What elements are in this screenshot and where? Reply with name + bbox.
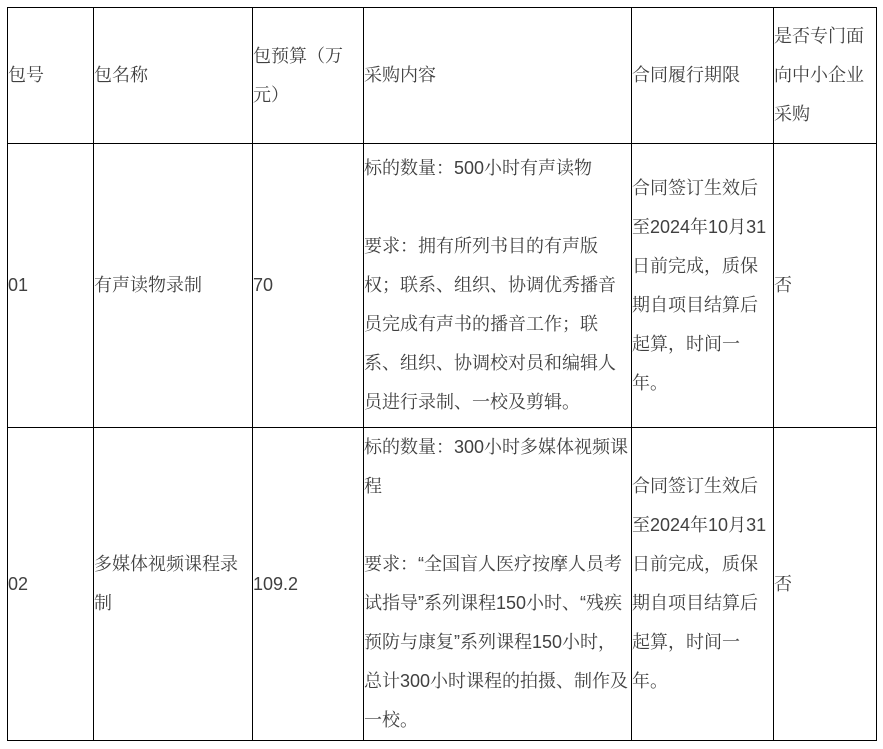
cell-package-no: 01 (8, 144, 94, 428)
content-requirements: 要求：拥有所列书目的有声版权；联系、组织、协调优秀播音员完成有声书的播音工作；联系、组织、协调校对员和编辑人员进行录制、一校及剪辑。 (364, 236, 616, 412)
header-content: 采购内容 (364, 8, 632, 144)
procurement-packages-table (7, 7, 877, 741)
cell-budget: 70 (253, 144, 364, 428)
content-quantity: 标的数量：500小时有声读物 (364, 158, 593, 178)
cell-package-name: 有声读物录制 (94, 144, 253, 428)
cell-sme: 否 (774, 428, 877, 741)
cell-content (364, 144, 632, 428)
cell-content (364, 428, 632, 741)
cell-package-name: 多媒体视频课程录制 (94, 428, 253, 741)
table-header-row (8, 8, 877, 144)
cell-budget: 109.2 (253, 428, 364, 741)
cell-sme: 否 (774, 144, 877, 428)
table-row (8, 428, 877, 741)
cell-contract-period: 合同签订生效后至2024年10月31日前完成，质保期自项目结算后起算，时间一年。 (632, 144, 774, 428)
header-contract-period: 合同履行期限 (632, 8, 774, 144)
header-budget: 包预算（万元） (253, 8, 364, 144)
cell-package-no: 02 (8, 428, 94, 741)
table-row (8, 144, 877, 428)
content-requirements: 要求：“全国盲人医疗按摩人员考试指导”系列课程150小时、“残疾预防与康复”系列课程150小时，总计300小时课程的拍摄、制作及一校。 (364, 554, 629, 730)
content-quantity: 标的数量：300小时多媒体视频课程 (364, 437, 629, 496)
header-sme: 是否专门面向中小企业采购 (774, 8, 877, 144)
cell-contract-period: 合同签订生效后至2024年10月31日前完成，质保期自项目结算后起算，时间一年。 (632, 428, 774, 741)
header-package-no: 包号 (8, 8, 94, 144)
header-package-name: 包名称 (94, 8, 253, 144)
